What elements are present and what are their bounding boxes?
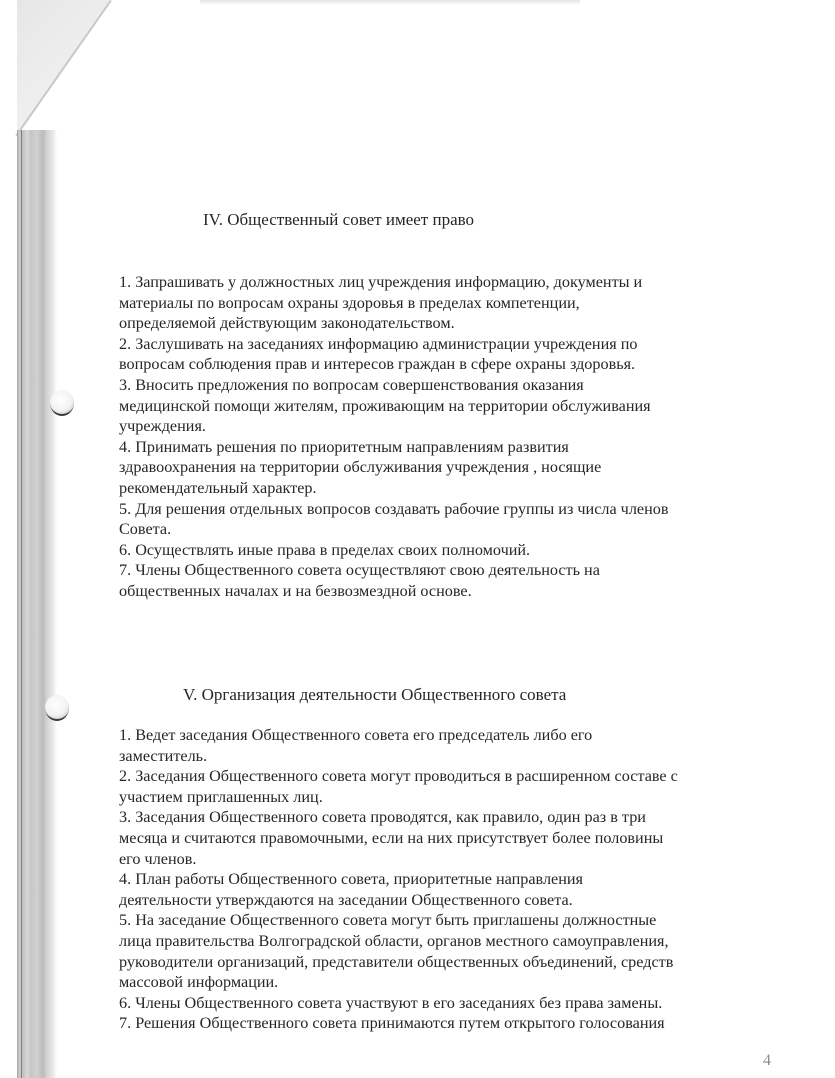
- section-title-iv: IV. Общественный совет имеет право: [203, 210, 475, 229]
- text-line: учреждения.: [119, 417, 206, 436]
- text-line: 5. Для решения отдельных вопросов создавать рабочие группы из числа членов: [119, 499, 669, 518]
- text-line: 6. Осуществлять иные права в пределах своих полномочий.: [119, 540, 531, 559]
- text-line: лица правительства Волгоградской области, органов местного самоуправления,: [119, 931, 669, 950]
- text-line: 3. Заседания Общественного совета проводятся, как правило, один раз в три: [119, 808, 646, 827]
- text-line: Совета.: [119, 520, 172, 539]
- text-line: рекомендательный характер.: [119, 478, 317, 497]
- text-line: 1. Ведет заседания Общественного совета его председатель либо его: [119, 726, 593, 744]
- text-line: заместитель.: [119, 746, 208, 765]
- text-line: месяца и считаются правомочными, если на них присутствует более половины: [119, 828, 664, 847]
- text-line: 2. Заслушивать на заседаниях информацию администрации учреждения по: [119, 334, 638, 353]
- text-line: его членов.: [119, 849, 197, 868]
- text-line: общественных началах и на безвозмездной основе.: [119, 581, 472, 600]
- text-line: 1. Запрашивать у должностных лиц учреждения информацию, документы и: [119, 273, 643, 291]
- text-line: 4. Принимать решения по приоритетным направлениям развития: [119, 437, 569, 456]
- text-line: вопросам соблюдения прав и интересов граждан в сфере охраны здоровья.: [119, 355, 636, 374]
- text-line: медицинской помощи жителям, проживающим на территории обслуживания: [119, 396, 651, 415]
- text-line: определяемой действующим законодательством.: [119, 314, 455, 333]
- text-line: 6. Члены Общественного совета участвуют в его заседаниях без права замены.: [119, 993, 663, 1012]
- text-line: здравоохранения на территории обслуживания учреждения , носящие: [119, 458, 602, 477]
- text-line: 7. Решения Общественного совета принимаются путем открытого голосования: [119, 1014, 665, 1033]
- text-line: материалы по вопросам охраны здоровья в пределах компетенции,: [119, 293, 580, 312]
- text-line: 3. Вносить предложения по вопросам совершенствования оказания: [119, 375, 584, 394]
- section-body-iv: [119, 272, 779, 602]
- text-line: массовой информации.: [119, 973, 279, 992]
- text-line: 7. Члены Общественного совета осуществляют свою деятельность на: [119, 561, 600, 580]
- page-number: 4: [763, 1052, 771, 1069]
- section-body-v: [119, 725, 779, 1034]
- text-line: 4. План работы Общественного совета, приоритетные направления: [119, 870, 583, 889]
- text-line: деятельности утверждаются на заседании Общественного совета.: [119, 890, 573, 909]
- text-line: 5. На заседание Общественного совета могут быть приглашены должностные: [119, 911, 657, 930]
- text-line: 2. Заседания Общественного совета могут проводиться в расширенном составе с: [119, 767, 678, 786]
- section-title-v: V. Организация деятельности Общественного совета: [183, 685, 567, 704]
- text-line: руководители организаций, представители общественных объединений, средств: [119, 952, 674, 971]
- text-line: участием приглашенных лиц.: [119, 787, 323, 806]
